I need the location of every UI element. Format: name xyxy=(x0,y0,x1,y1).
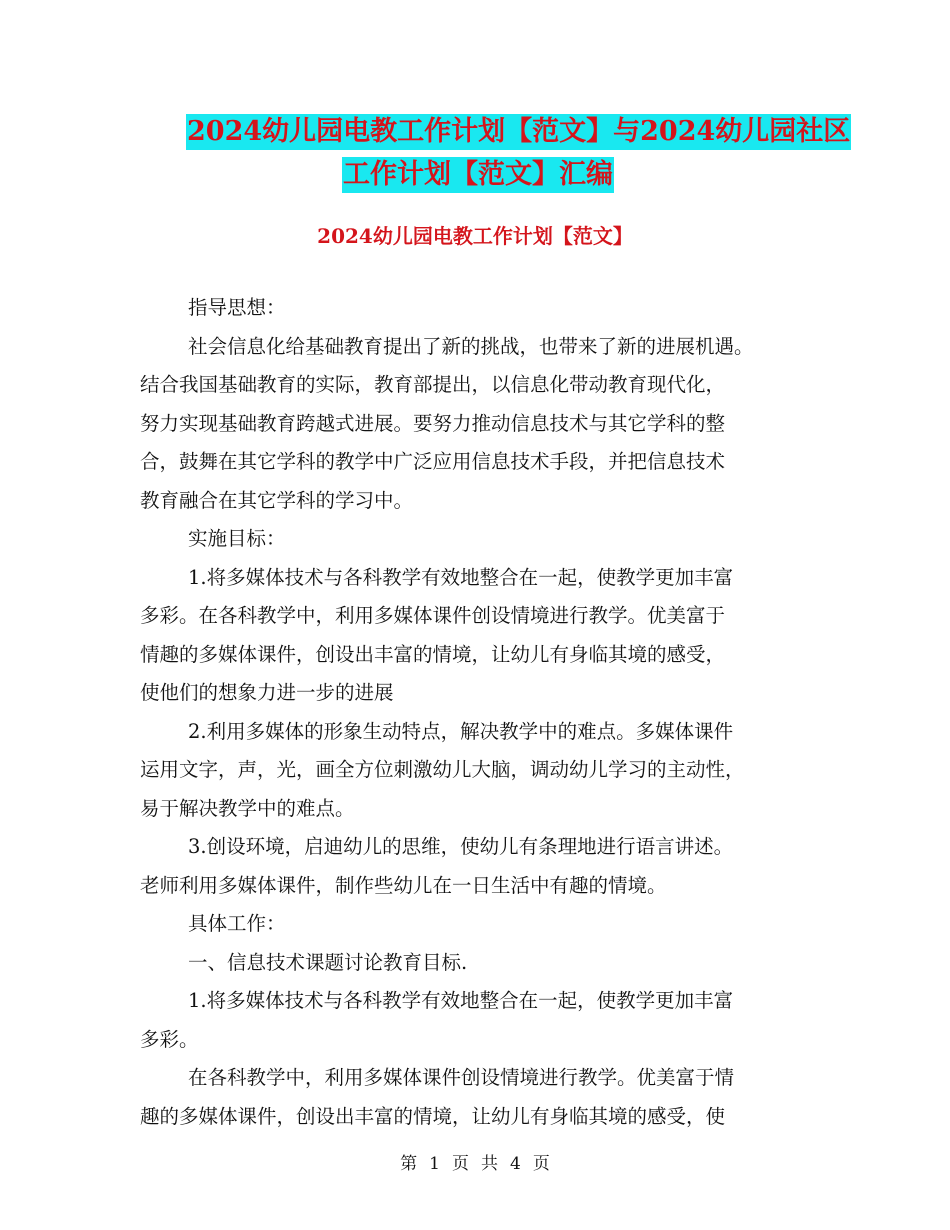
section-title: 2024幼儿园电教工作计划【范文】 xyxy=(317,224,633,248)
body-line: 2.利用多媒体的形象生动特点，解决教学中的难点。多媒体课件 xyxy=(188,719,734,743)
document-body xyxy=(140,289,810,1136)
body-line: 使他们的想象力进一步的进展 xyxy=(140,681,394,704)
body-line: 努力实现基础教育跨越式进展。要努力推动信息技术与其它学科的整 xyxy=(140,411,726,435)
body-line: 1.将多媒体技术与各科教学有效地整合在一起，使教学更加丰富 xyxy=(188,565,734,589)
body-line: 教育融合在其它学科的学习中。 xyxy=(140,488,414,512)
body-line: 结合我国基础教育的实际，教育部提出，以信息化带动教育现代化， xyxy=(140,373,726,396)
body-line: 1.将多媒体技术与各科教学有效地整合在一起，使教学更加丰富 xyxy=(188,989,734,1012)
body-line: 情趣的多媒体课件，创设出丰富的情境，让幼儿有身临其境的感受， xyxy=(140,642,726,666)
footer-prefix: 第 xyxy=(400,1154,418,1174)
page-footer xyxy=(0,1152,950,1176)
body-line: 一、信息技术课题讨论教育目标. xyxy=(188,950,468,974)
body-line: 在各科教学中，利用多媒体课件创设情境进行教学。优美富于情 xyxy=(188,1066,735,1089)
document-title-line-2: 工作计划【范文】汇编 xyxy=(342,157,614,193)
body-line: 老师利用多媒体课件，制作些幼儿在一日生活中有趣的情境。 xyxy=(140,873,667,897)
footer-suffix: 页 xyxy=(532,1154,550,1174)
page-number: 1 xyxy=(429,1154,440,1174)
body-line: 实施目标： xyxy=(188,527,286,550)
body-line: 多彩。在各科教学中，利用多媒体课件创设情境进行教学。优美富于 xyxy=(140,604,726,627)
body-line: 合，鼓舞在其它学科的教学中广泛应用信息技术手段，并把信息技术 xyxy=(140,450,726,473)
body-line: 运用文字，声，光，画全方位刺激幼儿大脑，调动幼儿学习的主动性， xyxy=(140,758,745,781)
body-line: 3.创设环境，启迪幼儿的思维，使幼儿有条理地进行语言讲述。 xyxy=(188,835,734,858)
body-line: 具体工作： xyxy=(188,912,286,935)
body-line: 多彩。 xyxy=(140,1027,199,1051)
body-line: 指导思想： xyxy=(188,296,286,319)
footer-middle: 页 xyxy=(452,1154,469,1174)
body-line: 社会信息化给基础教育提出了新的挑战，也带来了新的进展机遇。 xyxy=(188,334,754,358)
body-line: 易于解决教学中的难点。 xyxy=(140,796,355,820)
document-title-line-1: 2024幼儿园电教工作计划【范文】与2024幼儿园社区 xyxy=(186,114,851,150)
page-total: 4 xyxy=(510,1154,521,1174)
body-line: 趣的多媒体课件，创设出丰富的情境，让幼儿有身临其境的感受，使 xyxy=(140,1104,726,1128)
footer-total-label: 共 xyxy=(481,1154,498,1174)
